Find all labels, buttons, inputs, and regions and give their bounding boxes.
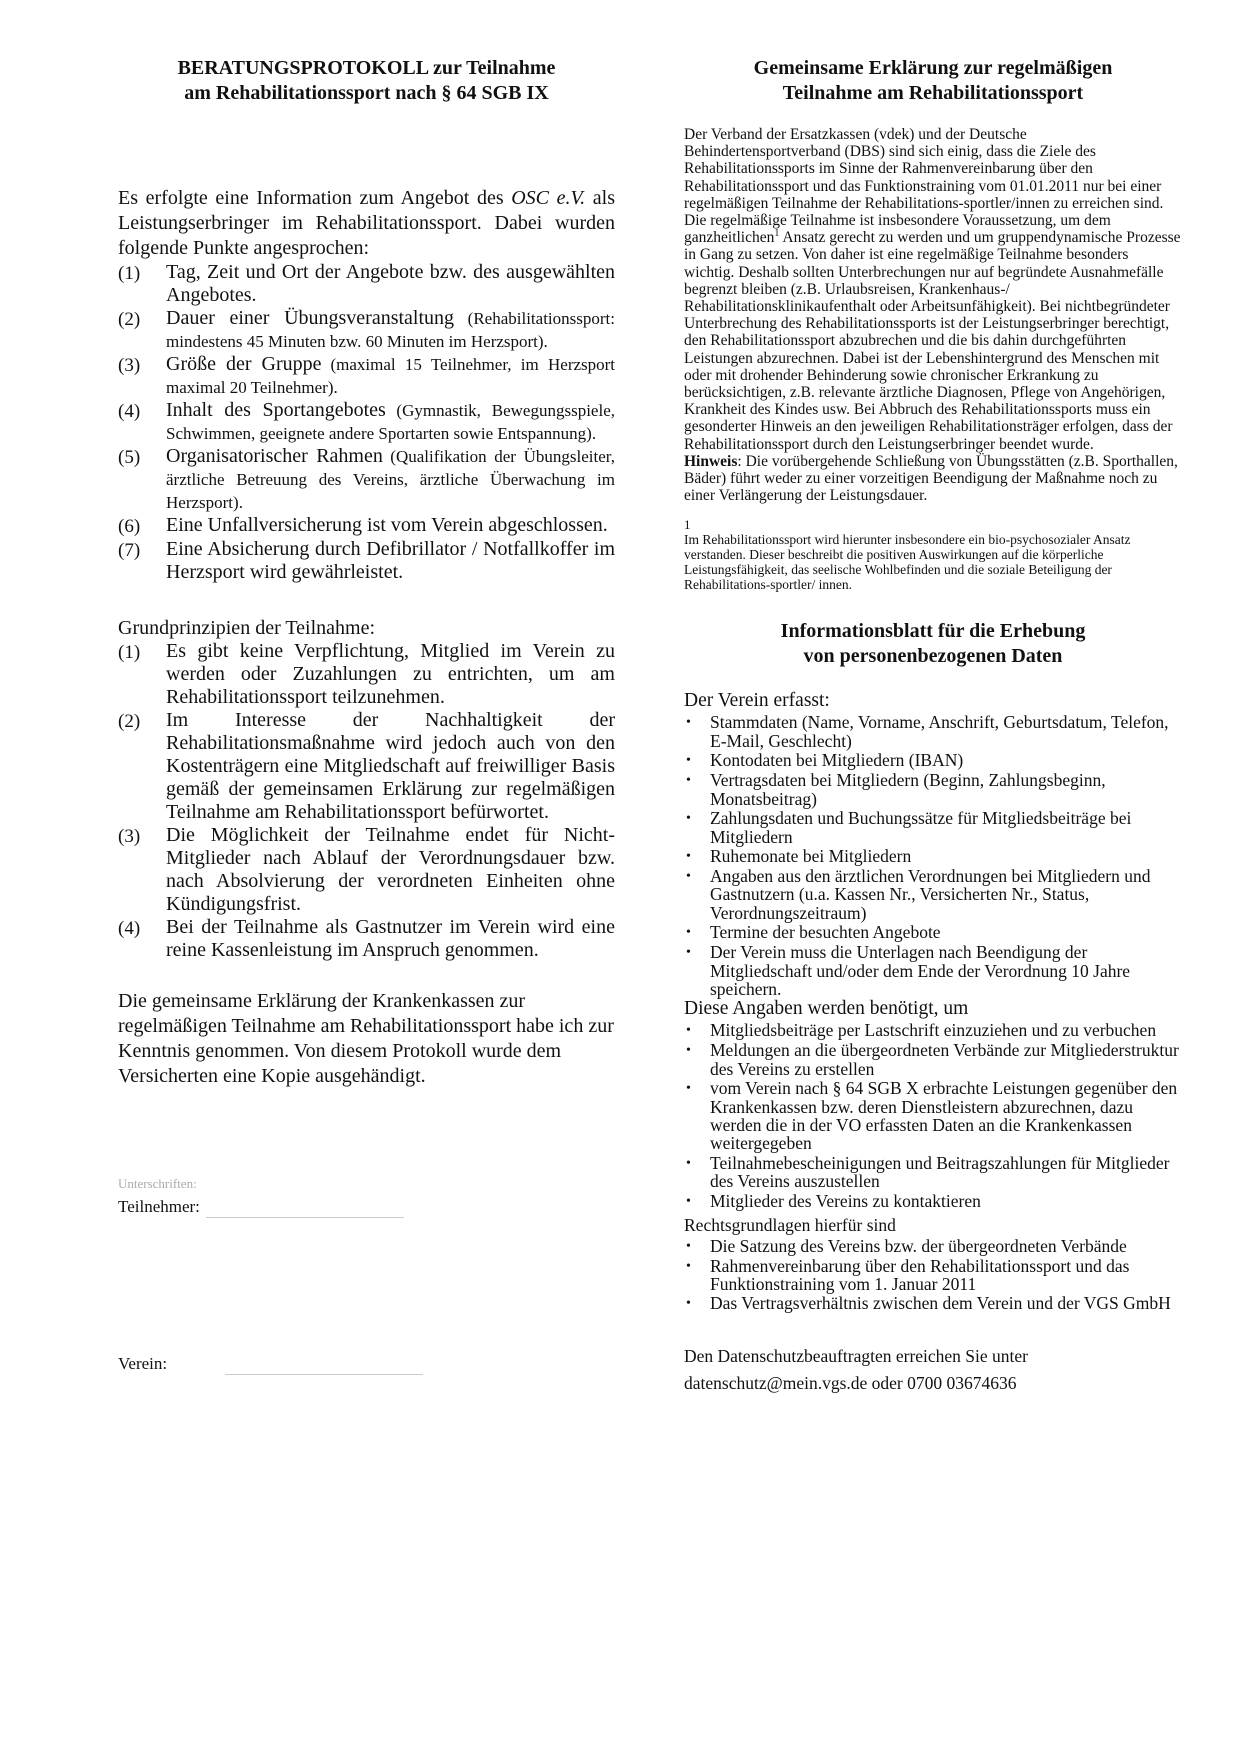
list-item: • Termine der besuchten Angebote <box>686 922 941 943</box>
collected-data-list <box>684 713 1182 998</box>
item-text: Inhalt des Sportangebotes <box>166 399 386 421</box>
bullet-icon: • <box>686 1238 691 1254</box>
item-text: Organisatorischer Rahmen <box>166 445 383 467</box>
footnote-mark: 1 <box>684 517 691 533</box>
item-text: Bei der Teilnahme als Gastnutzer im Verein wird eine reine Kassenleistung im Anspruch genommen. <box>166 916 615 961</box>
list-item <box>118 916 615 962</box>
declaration-text-b: Ansatz gerecht zu werden und um gruppendynamische Prozesse in Gang zu setzen. Von daher ist eine regelmäßige Teilnahme besonders wichtig. Deshalb sollten Unterbrechungen nur auf begründete Ausnahmefälle begrenzt bleiben (z.B. Urlaubsreisen, Krankenhaus-/ Rehabilitationsklinikaufenthalt oder Arbeitsunfähigkeit). Bei nichtbegründeter Unterbrechung des Rehabilitationssports ist der Leistungserbringer berechtigt, den Rehabilitationssport abzubrechen und die bis dahin durchgeführten Leistungen abzurechnen. Dabei ist der Lebenshintergrund des Menschen mit oder mit drohender Behinderung sowie chronischer Erkrankung zu berücksichtigen, z.B. relevante ärztliche Diagnosen, Pflege von Angehörigen, Krankheit des Kindes usw. Bei Abbruch des Rehabilitationssports muss ein gesonderter Hinweis an den jeweiligen Rehabilitationsträger erfolgen, dass der Rehabilitationssport durch den Leistungserbringer beendet wurde. <box>684 229 1181 453</box>
participant-signature <box>118 1196 615 1218</box>
item-text: Tag, Zeit und Ort der Angebote bzw. des ausgewählten Angebotes. <box>166 261 615 306</box>
list-item: • vom Verein nach § 64 SGB X erbrachte Leistungen gegenüber den Krankenkassen bzw. deren Dienstleistern abzurechnen, dazu werden die in der VO erfassten Daten an die Krankenkassen weitergegeben <box>686 1078 1178 1154</box>
protocol-intro <box>118 186 615 261</box>
protocol-title-line2: am Rehabilitationssport nach § 64 SGB IX <box>184 82 549 104</box>
discussed-points-list <box>118 261 615 584</box>
item-number: (6) <box>118 516 141 537</box>
list-item: • Kontodaten bei Mitgliedern (IBAN) <box>686 750 964 771</box>
declaration-title-line1: Gemeinsame Erklärung zur regelmäßigen <box>753 57 1113 79</box>
bullet-icon: • <box>686 811 691 827</box>
list-item <box>118 824 615 916</box>
item-number: (2) <box>118 309 141 330</box>
bullet-icon: • <box>686 1023 691 1039</box>
list-item <box>118 640 615 709</box>
list-item: • Mitglieder des Vereins zu kontaktieren <box>686 1190 981 1211</box>
principles-list <box>118 640 615 962</box>
bullet-icon: • <box>686 753 691 769</box>
contact-line2: datenschutz@mein.vgs.de oder 0700 03674636 <box>684 1373 1017 1394</box>
item-number: (4) <box>118 401 141 422</box>
needed-heading: Diese Angaben werden benötigt, um <box>684 998 969 1020</box>
club-signature-line[interactable] <box>225 1358 423 1375</box>
item-detail: (Gymnastik, Bewegungsspiele, Schwimmen, geeignete andere Sportarten sowie Entspannung). <box>166 401 615 443</box>
intro-text-b: als Leistungserbringer im Rehabilitationssport. Dabei wurden folgende Punkte angesprochen: <box>118 187 615 259</box>
declaration-text <box>684 126 1182 504</box>
bullet-icon: • <box>686 1296 691 1312</box>
purpose-list <box>684 1021 1182 1210</box>
declaration-column <box>684 56 1182 1397</box>
intro-text-a: Es erfolgte eine Information zum Angebot des <box>118 187 512 209</box>
list-item: • Ruhemonate bei Mitgliedern <box>686 845 912 866</box>
hint-label: Hinweis <box>684 452 738 470</box>
legal-heading: Rechtsgrundlagen hierfür sind <box>684 1214 896 1235</box>
list-item: • Rahmenvereinbarung über den Rehabilitationssport und das Funktionstraining vom 1. Januar 2011 <box>686 1255 1130 1294</box>
consultation-protocol-column <box>118 56 615 1375</box>
participant-signature-line[interactable] <box>206 1201 404 1218</box>
list-item: • Zahlungsdaten und Buchungssätze für Mitgliedsbeiträge bei Mitgliedern <box>686 808 1132 847</box>
declaration-title <box>684 56 1182 106</box>
collects-heading: Der Verein erfasst: <box>684 690 830 712</box>
contact-line1: Den Datenschutzbeauftragten erreichen Sie unter <box>684 1346 1029 1367</box>
legal-basis-list <box>684 1237 1182 1314</box>
footnote <box>684 518 1182 592</box>
bullet-icon: • <box>686 715 691 731</box>
bullet-icon: • <box>686 848 691 864</box>
list-item: • Angaben aus den ärztlichen Verordnungen bei Mitgliedern und Gastnutzern (u.a. Kassen Nr., Versicherten Nr., Status, Verordnungszeitraum) <box>686 865 1151 923</box>
protocol-title <box>118 56 615 106</box>
item-number: (1) <box>118 642 141 663</box>
list-item <box>118 399 615 445</box>
item-detail: (Qualifikation der Übungsleiter, ärztliche Betreuung des Vereins, ärztliche Überwachung im Herzsport). <box>166 447 615 512</box>
bullet-icon: • <box>686 1258 691 1274</box>
item-number: (3) <box>118 355 141 376</box>
bullet-icon: • <box>686 1081 691 1097</box>
principles-heading: Grundprinzipien der Teilnahme: <box>118 617 376 639</box>
club-name: OSC e.V. <box>511 187 586 209</box>
list-item <box>118 307 615 353</box>
item-text: Die Möglichkeit der Teilnahme endet für Nicht-Mitglieder nach Ablauf der Verordnungsdauer bzw. nach Absolvierung der verordneten Einheiten ohne Kündigungsfrist. <box>166 824 615 915</box>
protocol-title-line1: BERATUNGSPROTOKOLL zur Teilnahme <box>177 57 556 79</box>
list-item <box>118 514 615 538</box>
item-number: (5) <box>118 447 141 468</box>
bullet-icon: • <box>686 925 691 941</box>
item-number: (4) <box>118 918 141 939</box>
list-item: • Teilnahmebescheinigungen und Beitragszahlungen für Mitglieder des Vereins auszustellen <box>686 1152 1170 1192</box>
item-number: (7) <box>118 540 141 561</box>
item-text: Dauer einer Übungsveranstaltung <box>166 307 455 329</box>
footnote-reference: 1 <box>774 228 780 240</box>
declaration-title-line2: Teilnahme am Rehabilitationssport <box>782 82 1084 104</box>
privacy-contact <box>684 1343 1182 1397</box>
item-number: (2) <box>118 711 141 732</box>
list-item <box>118 261 615 307</box>
item-detail: (maximal 15 Teilnehmer, im Herzsport maximal 20 Teilnehmer). <box>166 355 616 397</box>
item-text: Es gibt keine Verpflichtung, Mitglied im Verein zu werden oder Zuzahlungen zu entrichten, um am Rehabilitationssport teilzunehmen. <box>166 640 615 708</box>
list-item: • Der Verein muss die Unterlagen nach Beendigung der Mitgliedschaft und/oder dem Ende der Verordnung 10 Jahre speichern. <box>686 942 1131 999</box>
list-item: • Das Vertragsverhältnis zwischen dem Verein und der VGS GmbH <box>686 1293 1171 1314</box>
info-title-line1: Informationsblatt für die Erhebung <box>780 620 1086 643</box>
bullet-icon: • <box>686 1043 691 1059</box>
declaration-text-a: Der Verband der Ersatzkassen (vdek) und der Deutsche Behindertensportverband (DBS) sind sich einig, dass die Ziele des Rehabilitationssports im Sinne der Rahmenvereinbarung über den Rehabilitationssport und das Funktionstraining vom 01.01.2011 nur bei einer regelmäßigen Teilnahme der Rehabilitations-sportler/innen zu erreichen sind. Die regelmäßige Teilnahme ist insbesondere Voraussetzung, um dem ganzheitlichen <box>684 126 1164 247</box>
acknowledgement-text: Die gemeinsame Erklärung der Krankenkassen zur regelmäßigen Teilnahme am Rehabilitationssport habe ich zur Kenntnis genommen. Von diesem Protokoll wurde dem Versicherten eine Kopie ausgehändigt. <box>118 990 614 1087</box>
list-item: • Vertragsdaten bei Mitgliedern (Beginn, Zahlungsbeginn, Monatsbeitrag) <box>686 770 1106 809</box>
bullet-icon: • <box>686 945 691 961</box>
item-text: Eine Unfallversicherung ist vom Verein abgeschlossen. <box>166 514 608 536</box>
item-detail: (Rehabilitationssport: mindestens 45 Minuten bzw. 60 Minuten im Herzsport). <box>166 309 615 351</box>
list-item <box>118 538 615 584</box>
signatures-caption: Unterschriften: <box>118 1176 197 1191</box>
bullet-icon: • <box>686 1193 691 1209</box>
item-text: Im Interesse der Nachhaltigkeit der Rehabilitationsmaßnahme wird jedoch auch von den Kostenträgern eine Mitgliedschaft auf freiwilliger Basis gemäß der gemeinsamen Erklärung zur regelmäßigen Teilnahme am Rehabilitationssport befürwortet. <box>166 709 615 823</box>
item-text: Größe der Gruppe <box>166 353 322 375</box>
list-item <box>118 709 615 824</box>
bullet-icon: • <box>686 868 691 884</box>
item-text: Eine Absicherung durch Defibrillator / Notfallkoffer im Herzsport wird gewährleistet. <box>166 538 615 583</box>
info-sheet-title <box>684 619 1182 669</box>
list-item <box>118 445 615 514</box>
club-signature <box>118 1353 615 1375</box>
hint-text: : Die vorübergehende Schließung von Übungsstätten (z.B. Sporthallen, Bäder) führt weder zu einer vorzeitigen Beendigung der Maßnahme noch zu einer Verlängerung der Leistungsdauer. <box>684 452 1178 505</box>
item-number: (3) <box>118 826 141 847</box>
list-item: • Stammdaten (Name, Vorname, Anschrift, Geburtsdatum, Telefon, E-Mail, Geschlecht) <box>686 712 1169 751</box>
list-item: • Mitgliedsbeiträge per Lastschrift einzuziehen und zu verbuchen <box>686 1020 1157 1041</box>
list-item: • Die Satzung des Vereins bzw. der übergeordneten Verbände <box>686 1235 1127 1256</box>
info-title-line2: von personenbezogenen Daten <box>803 645 1063 668</box>
item-number: (1) <box>118 263 141 284</box>
list-item: • Meldungen an die übergeordneten Verbände zur Mitgliederstruktur des Vereins zu erstellen <box>686 1040 1179 1079</box>
list-item <box>118 353 615 399</box>
participant-label: Teilnehmer: <box>118 1197 200 1216</box>
bullet-icon: • <box>686 773 691 789</box>
club-label: Verein: <box>118 1354 168 1373</box>
bullet-icon: • <box>686 1155 691 1171</box>
footnote-text: Im Rehabilitationssport wird hierunter insbesondere ein bio-psychosozialer Ansatz verstanden. Dieser beschreibt die positiven Auswirkungen auf die körperliche Leistungsfähigkeit, das seelische Wohlbefinden und die soziale Beteiligung der Rehabilitations-sportler/ innen. <box>684 532 1131 593</box>
